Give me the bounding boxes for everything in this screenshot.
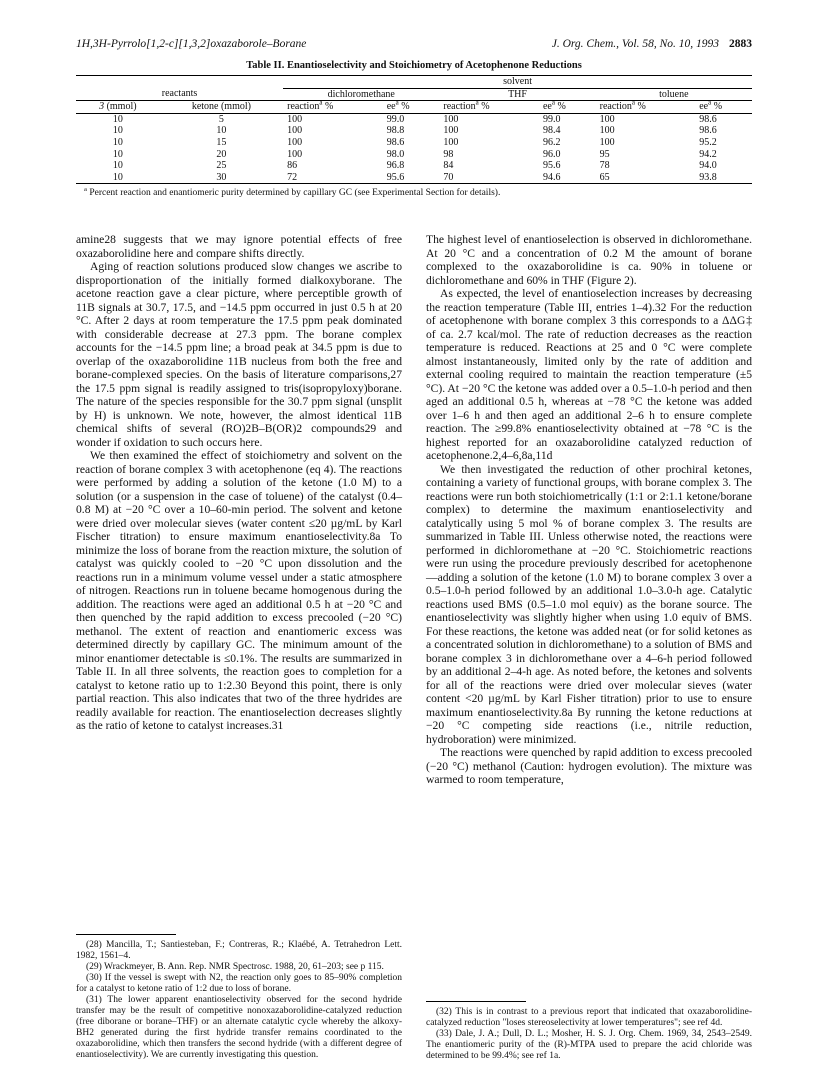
running-head	[76, 38, 752, 54]
table-row: 10 15 100 98.6 100 96.2 100 95.2	[112, 136, 717, 148]
paragraph: We then examined the effect of stoichiometry and solvent on the reaction of borane complex 3 with acetophenone (eq 4). The reactions were performed by adding a solution of the ketone (1.0 M) to a solution (or a suspension in the case of toluene) of the catalyst (0.4–0.8 M) at −20 °C over a 10–60-min period. The solvent and ketone were dried over molecular sieves (water content ≤20 µg/mL by Karl Fischer titration) to ensure maximum enantioselectivity.8a To minimize the loss of borane from the reaction mixture, the solution of catalyst was quickly cooled to −20 °C upon dissolution and the reactions run in a minimum volume vessel under a static atmosphere of nitrogen. Reactions run in toluene became homogenous during the addition. The reactions were aged an additional 0.5 h at −20 °C and then quenched by the rapid addition to excess precooled (−20 °C) methanol. The extent of reaction and enantiomeric excess was determined directly by capillary GC. The minimum amount of the minor enantiomer detectable is ≤0.1%. The results are summarized in Table II. In all three solvents, the reaction goes to completion for a catalyst to ketone ratio up to 1:2.30 Beyond this point, there is only partial reaction. This also indicates that two of the three hydrides are readily available for reaction. The enantioselection decreases slightly as the ratio of ketone to catalyst increases.31	[76, 449, 402, 732]
footnote: (29) Wrackmeyer, B. Ann. Rep. NMR Spectrosc. 1988, 20, 61–203; see p 115.	[86, 962, 384, 972]
solvent-toluene: toluene	[596, 88, 752, 101]
col-reaction-thf: reaction$^a$ %	[439, 101, 539, 114]
table-footnote: $^a$ Percent reaction and enantiomeric purity determined by capillary GC (see Experimental Section for details).	[84, 186, 501, 199]
col-ee-dcm: $ee^a$ %	[383, 101, 440, 114]
col-ee-toluene: $ee^a$ %	[695, 101, 752, 114]
table-row: 10 30 72 95.6 70 94.6 65 93.8	[76, 172, 752, 184]
table-row: 10 10 100 98.8 100 98.4 100 98.6	[112, 125, 717, 137]
footnote-rule-right	[426, 1001, 526, 1002]
left-column	[76, 233, 402, 733]
footnote: (32) This is in contrast to a previous report that indicated that oxazaborolidine-catalyzed reduction "loses stereoselectivity at lower temperatures"; see ref 4d.	[426, 1007, 752, 1028]
footnote: (28) Mancilla, T.; Santiesteban, F.; Contreras, R.; Klaébé, A. Tetrahedron Lett. 1982, 1561–4.	[76, 940, 402, 961]
paragraph: As expected, the level of enantioselection increases by decreasing the reaction temperature (Table III, entries 1–4).32 For the reduction of acetophenone with borane complex 3 this corresponds to a ΔΔG‡ of ca. 2.7 kcal/mol. The rate of reduction decreases as the reaction temperature is reduced. Reactions at 25 and 0 °C were complete almost instantaneously, limited only by the rate of addition and external cooling required to maintain the reaction temperature (±5 °C). At −20 °C the ketone was added over a 0.5–1.0-h period and then aged an additional 0.5 h, whereas at −78 °C the ketone was added over 1–6 h and then aged an additional 2–6 h to ensure complete reaction. The ≥99.8% enantioselectivity obtained at −78 °C is the highest reported for an oxazaborolidine catalyzed reduction of acetophenone.2,4–6,8a,11d	[426, 287, 752, 462]
table-caption: Table II. Enantioselectivity and Stoichiometry of Acetophenone Reductions	[246, 60, 582, 71]
paragraph: The reactions were quenched by rapid addition to excess precooled (−20 °C) methanol (Caution: hydrogen evolution). The mixture was warmed to room temperature,	[426, 746, 752, 786]
table-row: 10 5 100 99.0 100 99.0 100 98.6	[112, 113, 717, 125]
footnote-rule-left	[76, 934, 176, 935]
paragraph: We then investigated the reduction of other prochiral ketones, containing a variety of functional groups, with borane complex 3. The reactions were run both stoichiometrically (1:1 or 2:1.1 ketone/borane complex) to determine the maximum enantioselectivity and catalytically using 5 mol % of borane complex 3. The results are summarized in Table III. Unless otherwise noted, the reactions were performed in dichloromethane at −20 °C. Stoichiometric reactions were run using the procedure previously described for acetophenone—adding a solution of the ketone (1.0 M) to borane complex 3 over a 0.5–1.0-h period followed by an additional 1.0–3.0-h age. Catalytic reactions used BMS (0.5–1.0 mol equiv) as the borane source. The enantioselectivity was slightly higher when using 1.0 equiv of BMS. For these reactions, the ketone was added neat (or for solid ketones as a concentrated solution in dichloromethane) to a solution of BMS and borane complex 3 in dichloromethane over a 4–6-h period followed by an additional 2–4-h age. As noted before, the ketones and solvents for all of the reactions were dried over molecular sieves (water content <20 µg/mL by Karl Fisher titration) prior to use to ensure maximum enantioselectivity.8a By running the ketone reductions at −20 °C competing side reactions (i.e., nitrile reduction, hydroboration) were minimized.	[426, 462, 752, 746]
journal-citation: J. Org. Chem., Vol. 58, No. 10, 1993	[551, 38, 719, 50]
running-head-title: 1H,3H-Pyrrolo[1,2-c][1,3,2]oxazaborole–Borane	[76, 38, 307, 50]
col-reaction-toluene: reaction$^a$ %	[596, 101, 696, 114]
col-ee-thf: $ee^a$ %	[539, 101, 596, 114]
solvent-thf: THF	[439, 88, 595, 101]
footnote: (31) The lower apparent enantioselectivity observed for the second hydride transfer may be the result of competitive nonoxazaborolidine-catalyzed reduction (free diborane or borane–THF) or an alternate catalytic cycle whereby the alkoxy-BH2 generated during the first hydride transfer remains coordinated to the oxazaborolidine, which then transfers the second hydride (with a different degree of enantioselectivity). We are currently investigating this question.	[76, 995, 402, 1060]
table-row: 10 25 86 96.8 84 95.6 78 94.0	[112, 160, 717, 172]
page-number: 2883	[729, 38, 752, 50]
col-complex: 3 (mmol)	[76, 101, 160, 114]
footnotes-left	[76, 940, 402, 1061]
footnote: (33) Dale, J. A.; Dull, D. L.; Mosher, H. S. J. Org. Chem. 1969, 34, 2543–2549. The enantiomeric purity of the (R)-MTPA used to prepare the acid chloride was determined to be 99.4%; see ref 1a.	[426, 1029, 752, 1061]
paragraph: The highest level of enantioselection is observed in dichloromethane. At 20 °C and a concentration of 0.2 M the amount of borane complexed to the oxazaborolidine is ca. 90% in toluene or dichloromethane and 60% in THF (Figure 2).	[426, 233, 752, 287]
paragraph: Aging of reaction solutions produced slow changes we ascribe to disproportionation of the initially formed dialkoxyborane. The acetone reaction gave a clear picture, where perceptible growth of 11B signals at 30.7, 17.5, and −14.5 ppm occurred in just 0.5 h at 20 °C. After 2 days at room temperature the 17.5 ppm peak dominated with considerable decrease at 27.3 ppm. The borane complex accounts for the −14.5 ppm line; a broad peak at 34.5 ppm is due to overlap of the oxazaborolidine 11B nucleus from both the free and borane-complexed species. On the basis of literature comparisons,27 the 17.5 ppm signal is readily assigned to tris(isopropyloxy)borane. The nature of the species responsible for the 30.7 ppm signal (unsplit by H) is unknown. We note, however, the almost identical 11B chemical shifts of several (RO)2B–B(OR)2 compounds29 and wonder if oxidation to such occurs here.	[76, 260, 402, 449]
col-ketone: ketone (mmol)	[160, 101, 283, 114]
paragraph: amine28 suggests that we may ignore potential effects of free oxazaborolidine here and compare shifts directly.	[76, 233, 402, 260]
footnote: (30) If the vessel is swept with N2, the reaction only goes to 85–90% completion for a catalyst to ketone ratio of 1:2 due to loss of borane.	[76, 973, 402, 994]
running-head-citation	[552, 38, 752, 50]
table-ii	[76, 60, 752, 198]
col-reaction-dcm: reaction$^a$ %	[283, 101, 383, 114]
solvent-header: solvent	[283, 76, 752, 89]
solvent-dichloromethane: dichloromethane	[283, 88, 439, 101]
results-table	[76, 75, 752, 184]
reactants-header: reactants	[76, 88, 283, 101]
footnotes-right	[426, 1007, 752, 1062]
right-column	[426, 233, 752, 787]
table-row: 10 20 100 98.0 98 96.0 95 94.2	[112, 148, 717, 160]
